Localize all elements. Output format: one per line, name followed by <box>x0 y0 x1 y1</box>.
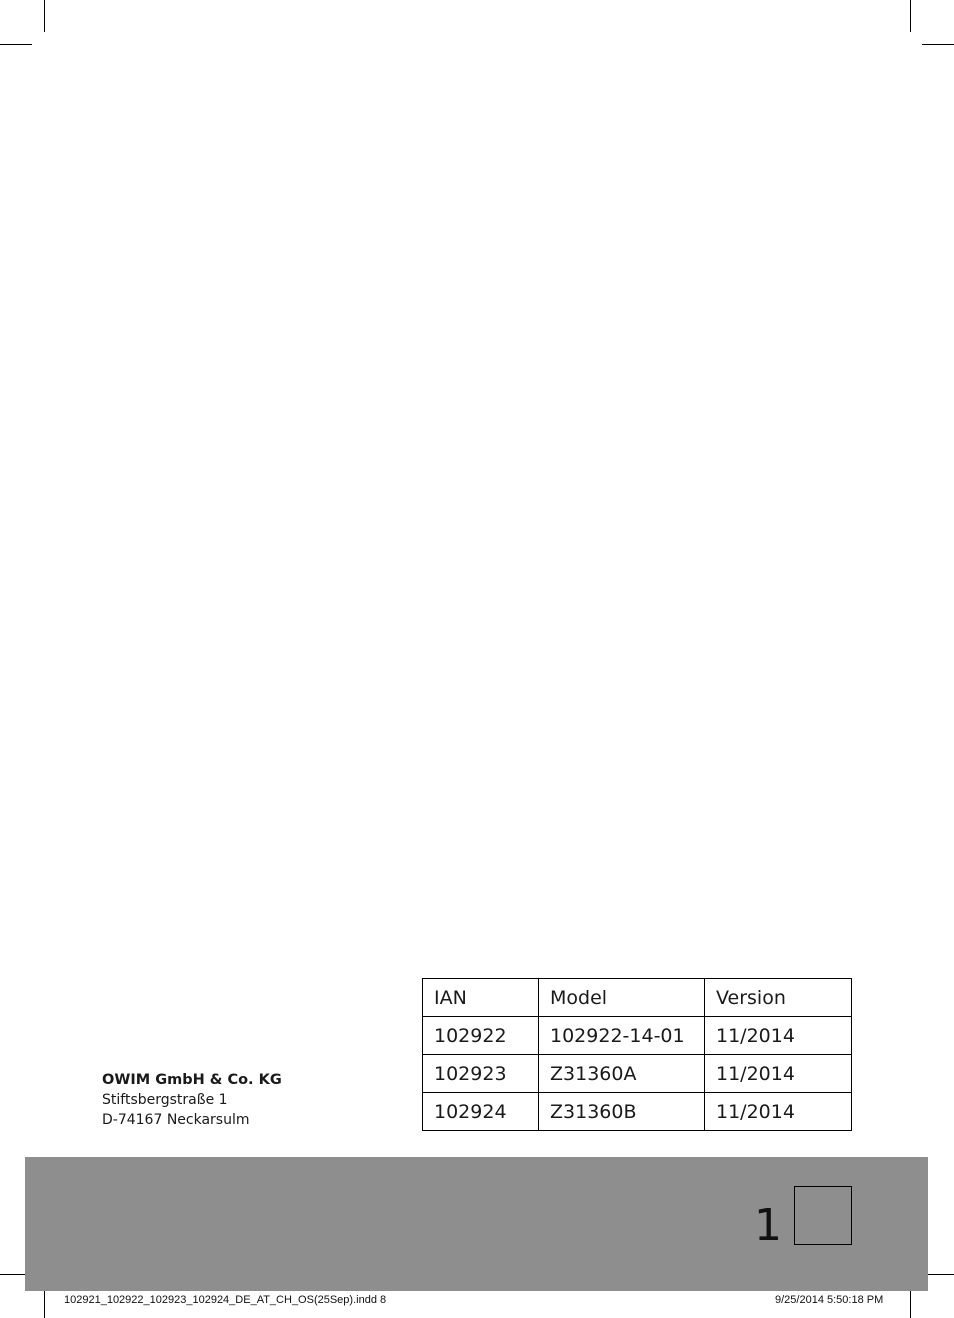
cell-ian: 102923 <box>423 1055 539 1093</box>
cell-model: Z31360A <box>539 1055 705 1093</box>
cell-ian: 102924 <box>423 1093 539 1131</box>
company-address <box>102 1070 282 1130</box>
table-row <box>423 1017 852 1055</box>
cell-ian: 102922 <box>423 1017 539 1055</box>
slug-file-name: 102921_102922_102923_102924_DE_AT_CH_OS(25Sep).indd 8 <box>64 1294 387 1306</box>
company-street: Stiftsbergstraße 1 <box>102 1092 228 1108</box>
table-row <box>423 1055 852 1093</box>
cell-version: 11/2014 <box>705 1017 852 1055</box>
cell-version: 11/2014 <box>705 1055 852 1093</box>
header-version: Version <box>705 979 852 1017</box>
crop-mark-top-right-h <box>922 44 954 45</box>
crop-mark-top-left-v <box>44 0 45 32</box>
header-ian: IAN <box>423 979 539 1017</box>
slug-timestamp: 9/25/2014 5:50:18 PM <box>775 1294 884 1306</box>
table-row <box>423 1093 852 1131</box>
table-header-row <box>423 979 852 1017</box>
crop-mark-top-left-h <box>0 44 32 45</box>
cell-model: Z31360B <box>539 1093 705 1131</box>
page-number-box <box>794 1186 852 1245</box>
cell-version: 11/2014 <box>705 1093 852 1131</box>
page-number: 1 <box>754 1200 782 1251</box>
cell-model: 102922-14-01 <box>539 1017 705 1055</box>
crop-mark-top-right-v <box>910 0 911 32</box>
company-name: OWIM GmbH & Co. KG <box>102 1072 282 1088</box>
header-model: Model <box>539 979 705 1017</box>
ian-model-version-table <box>422 978 852 1131</box>
company-city: D-74167 Neckarsulm <box>102 1112 250 1128</box>
footer-band <box>25 1157 928 1291</box>
